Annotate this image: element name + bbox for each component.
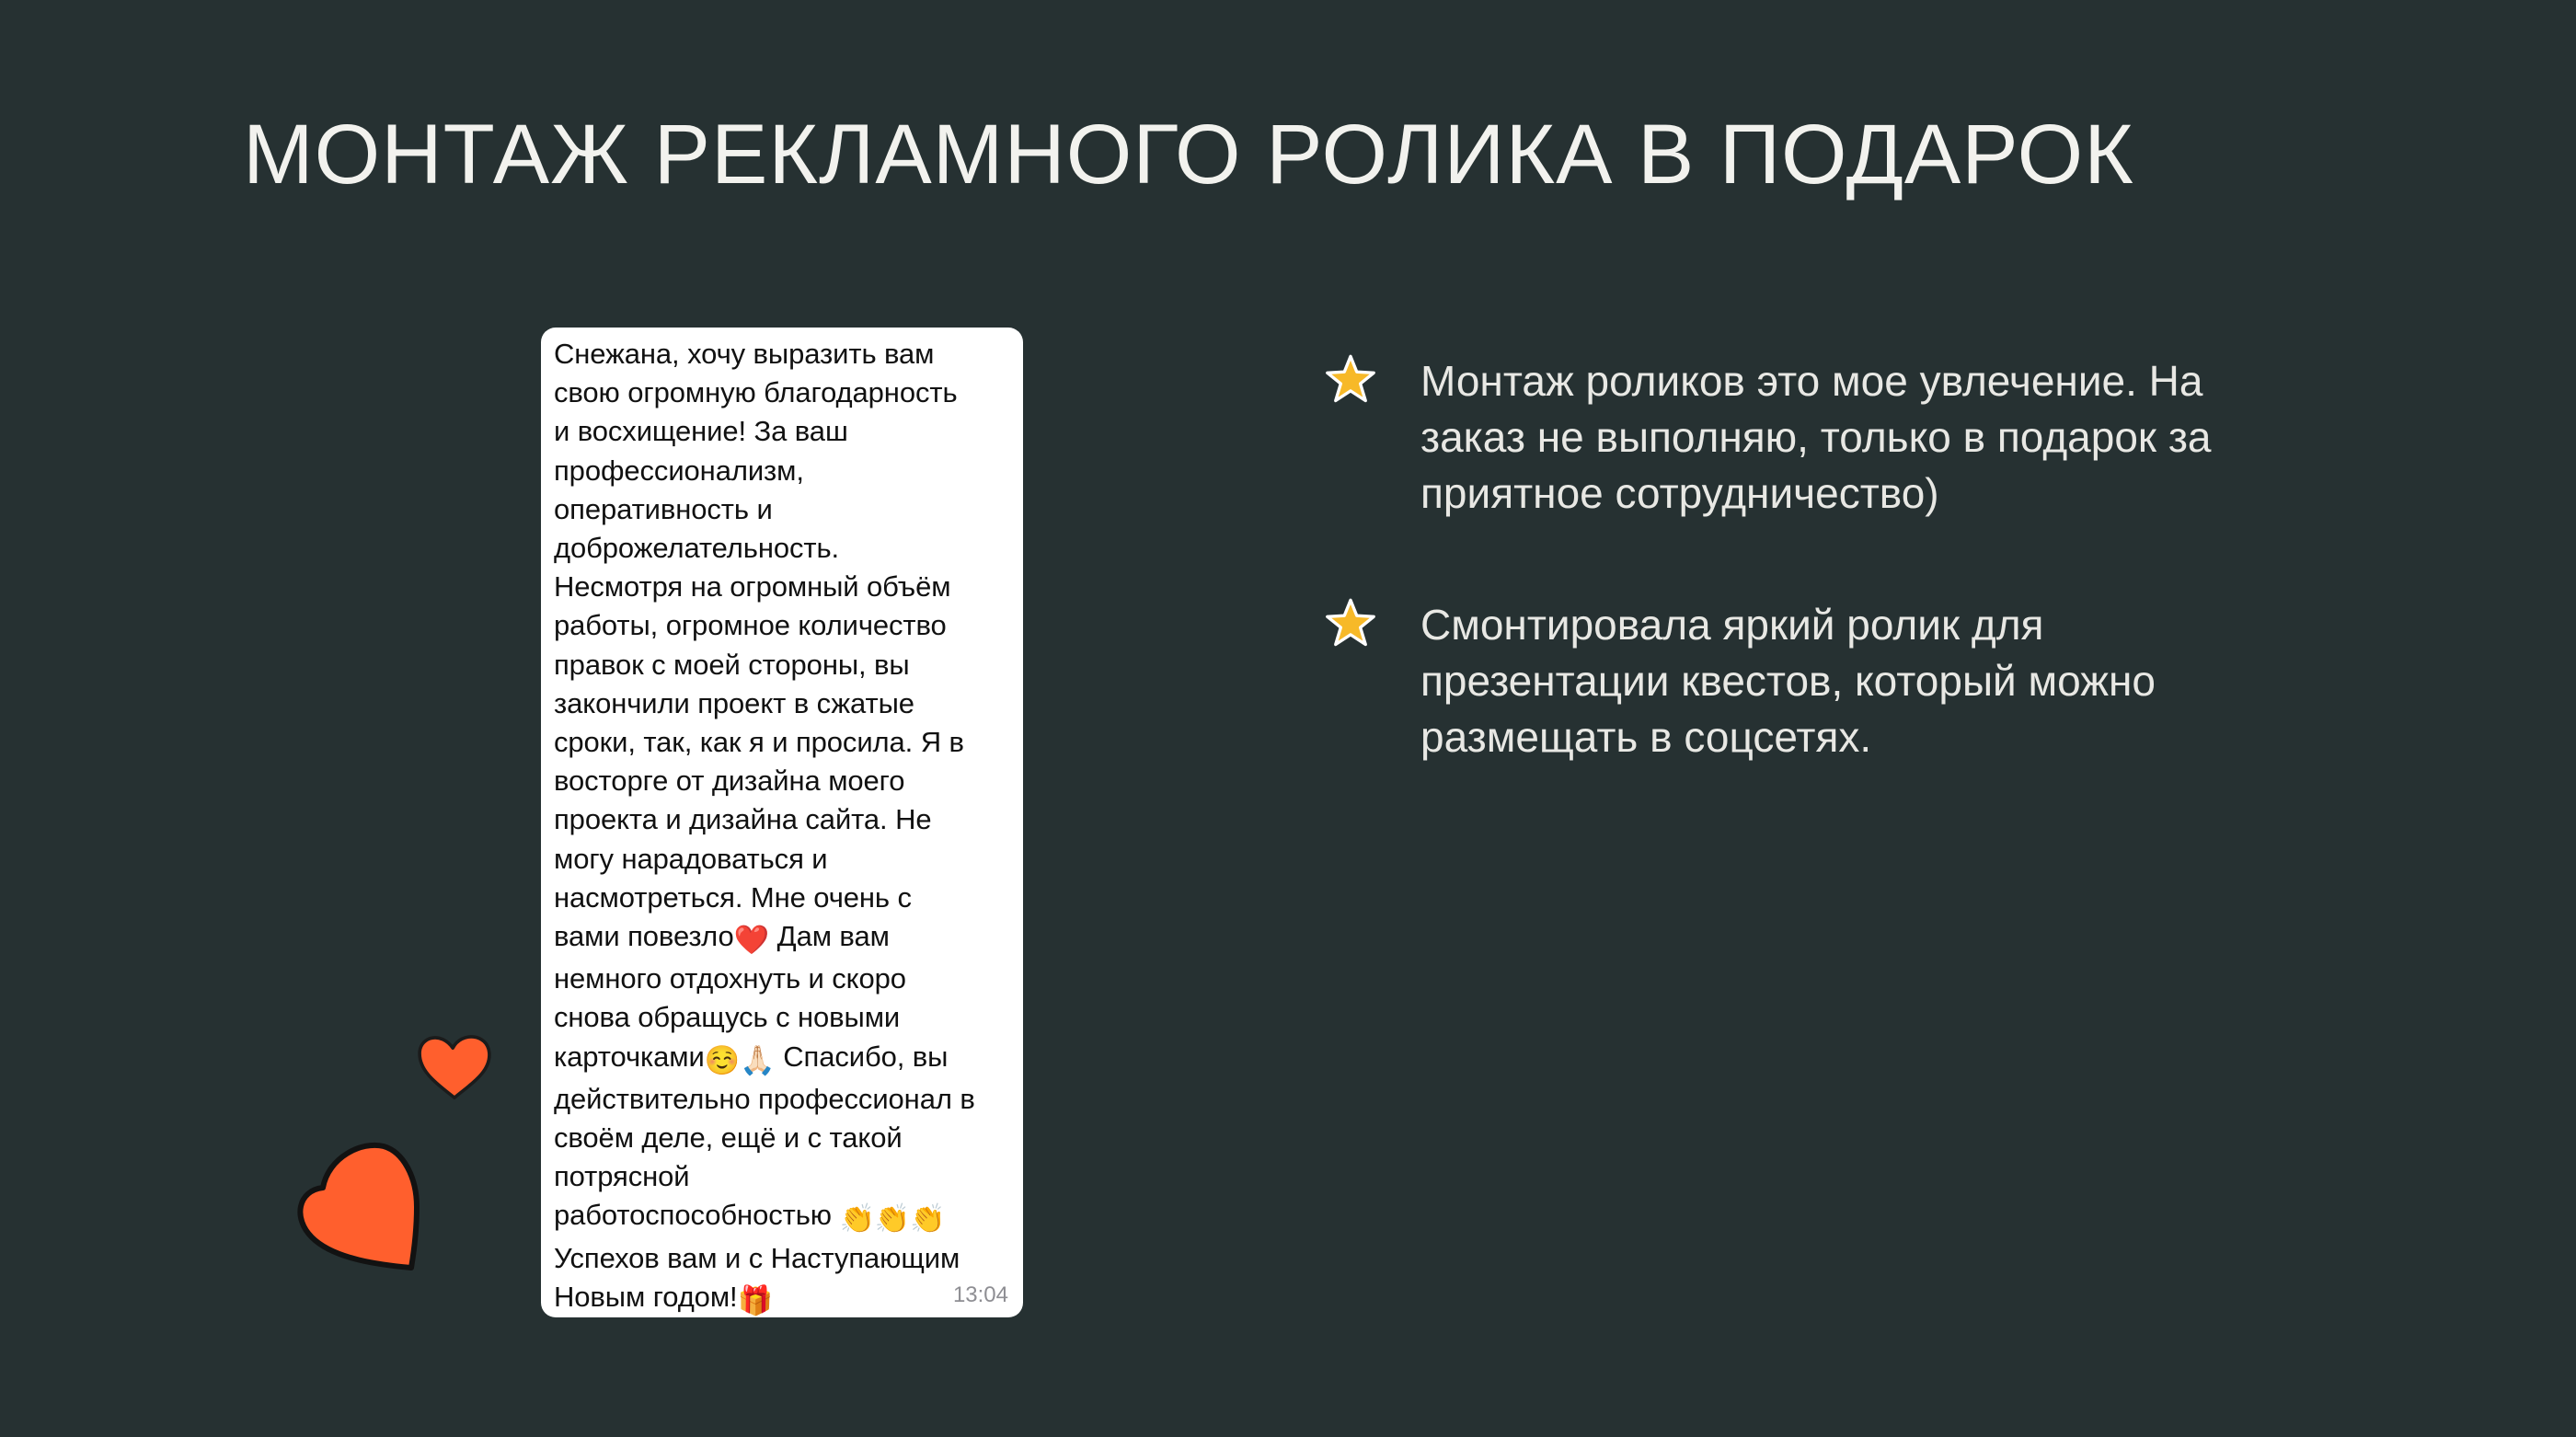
feature-item (1325, 597, 2337, 765)
feature-item (1325, 353, 2337, 522)
message-timestamp: 13:04 (952, 1282, 1008, 1307)
message-part: Дам вам немного отдохнуть и скоро снова обращусь с новыми карточками (554, 920, 906, 1073)
heart-emoji-icon: ❤️ (733, 924, 770, 957)
feature-text: Смонтировала яркий ролик для презентации квестов, который можно размещать в соцсетях. (1420, 601, 2156, 761)
star-icon (1325, 597, 1376, 649)
feature-text: Монтаж роликов это мое увлечение. На заказ не выполняю, только в подарок за приятное сотрудничество) (1420, 357, 2212, 517)
message-part: Спасибо, вы действительно профессионал в своём деле, ещё и с такой потрясной работоспособностью (554, 1040, 975, 1232)
small-heart-icon (412, 1025, 497, 1108)
message-part: Успехов вам и с Наступающим Новым годом! (554, 1241, 960, 1313)
star-icon (1325, 353, 1376, 405)
smile-pray-emoji-icon: ☺️🙏🏻 (704, 1043, 776, 1076)
feature-list (1325, 353, 2337, 841)
large-heart-icon (293, 1135, 431, 1279)
page-title: МОНТАЖ РЕКЛАМНОГО РОЛИКА В ПОДАРОК (243, 108, 2134, 201)
gift-emoji-icon: 🎁 (737, 1283, 774, 1316)
message-part: Снежана, хочу выразить вам свою огромную благодарность и восхищение! За ваш профессионализм, оперативность и доброжелательность. Несмотря на огромный объём работы, огромное количество правок с моей стороны, вы закончили проект в сжатые сроки, так, как я и просила. Я в восторге от дизайна моего проекта и дизайна сайта. Не могу нарадоваться и насмотреться. Мне очень с вами повезло (554, 338, 964, 953)
chat-message-bubble (541, 328, 1023, 1317)
chat-message-text (554, 335, 1008, 1320)
clap-emoji-icon: 👏👏👏 (839, 1202, 946, 1236)
